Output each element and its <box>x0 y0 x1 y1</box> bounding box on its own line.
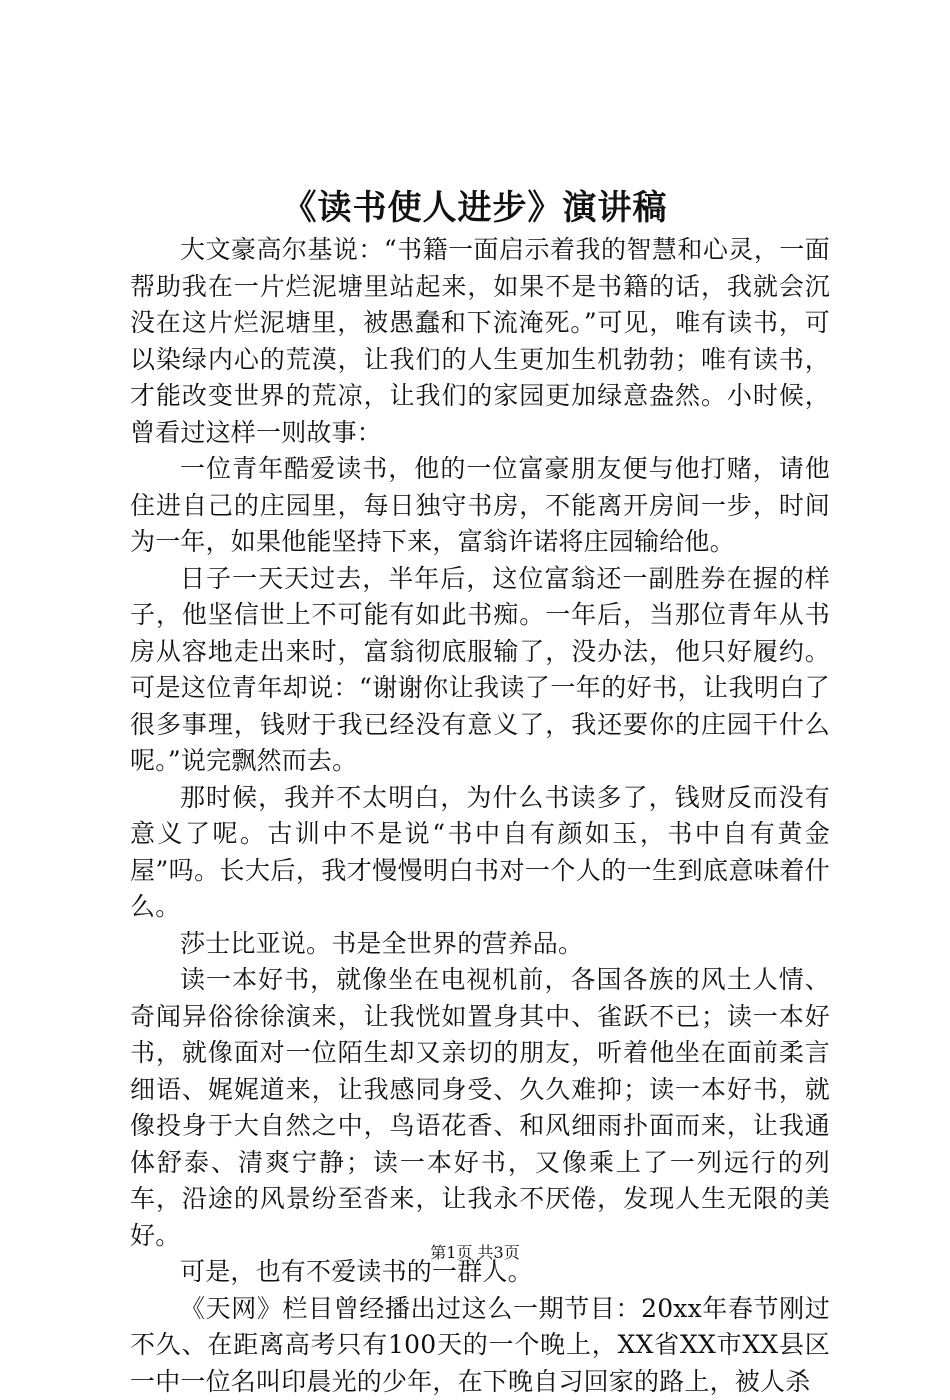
paragraph: 莎士比亚说。书是全世界的营养品。 <box>130 926 830 963</box>
paragraph: 那时候，我并不太明白，为什么书读多了，钱财反而没有意义了呢。古训中不是说“书中自有颜如玉，书中自有黄金屋”吗。长大后，我才慢慢明白书对一个人的一生到底意味着什么。 <box>130 780 830 926</box>
paragraph: 日子一天天过去，半年后，这位富翁还一副胜券在握的样子，他坚信世上不可能有如此书痴。一年后，当那位青年从书房从容地走出来时，富翁彻底服输了，没办法，他只好履约。可是这位青年却说：“谢谢你让我读了一年的好书，让我明白了很多事理，钱财于我已经没有意义了，我还要你的庄园干什么呢。”说完飘然而去。 <box>130 561 830 780</box>
paragraph: 可是，也有不爱读书的一群人。 <box>130 1254 830 1291</box>
document-title: 《读书使人进步》演讲稿 <box>0 184 950 232</box>
document-body <box>130 232 830 1400</box>
paragraph: 《天网》栏目曾经播出过这么一期节目：20xx年春节刚过不久、在距离高考只有100天的一个晚上，XX省XX市XX县区一中一位名叫印晨光的少年，在下晚自习回家的路上，被人杀 <box>130 1291 830 1400</box>
paragraph: 读一本好书，就像坐在电视机前，各国各族的风土人情、奇闻异俗徐徐演来，让我恍如置身其中、雀跃不已；读一本好书，就像面对一位陌生却又亲切的朋友，听着他坐在面前柔言细语、娓娓道来，让我感同身受、久久难抑；读一本好书，就像投身于大自然之中，鸟语花香、和风细雨扑面而来，让我通体舒泰、清爽宁静；读一本好书，又像乘上了一列远行的列车，沿途的风景纷至沓来，让我永不厌倦，发现人生无限的美好。 <box>130 962 830 1254</box>
paragraph: 大文豪高尔基说：“书籍一面启示着我的智慧和心灵，一面帮助我在一片烂泥塘里站起来，如果不是书籍的话，我就会沉没在这片烂泥塘里，被愚蠢和下流淹死。”可见，唯有读书，可以染绿内心的荒漠，让我们的人生更加生机勃勃；唯有读书，才能改变世界的荒凉，让我们的家园更加绿意盎然。小时候，曾看过这样一则故事： <box>130 232 830 451</box>
paragraph: 一位青年酷爱读书，他的一位富豪朋友便与他打赌，请他住进自己的庄园里，每日独守书房，不能离开房间一步，时间为一年，如果他能坚持下来，富翁许诺将庄园输给他。 <box>130 451 830 561</box>
page-number-footer: 第1页 共3页 <box>0 1242 950 1264</box>
